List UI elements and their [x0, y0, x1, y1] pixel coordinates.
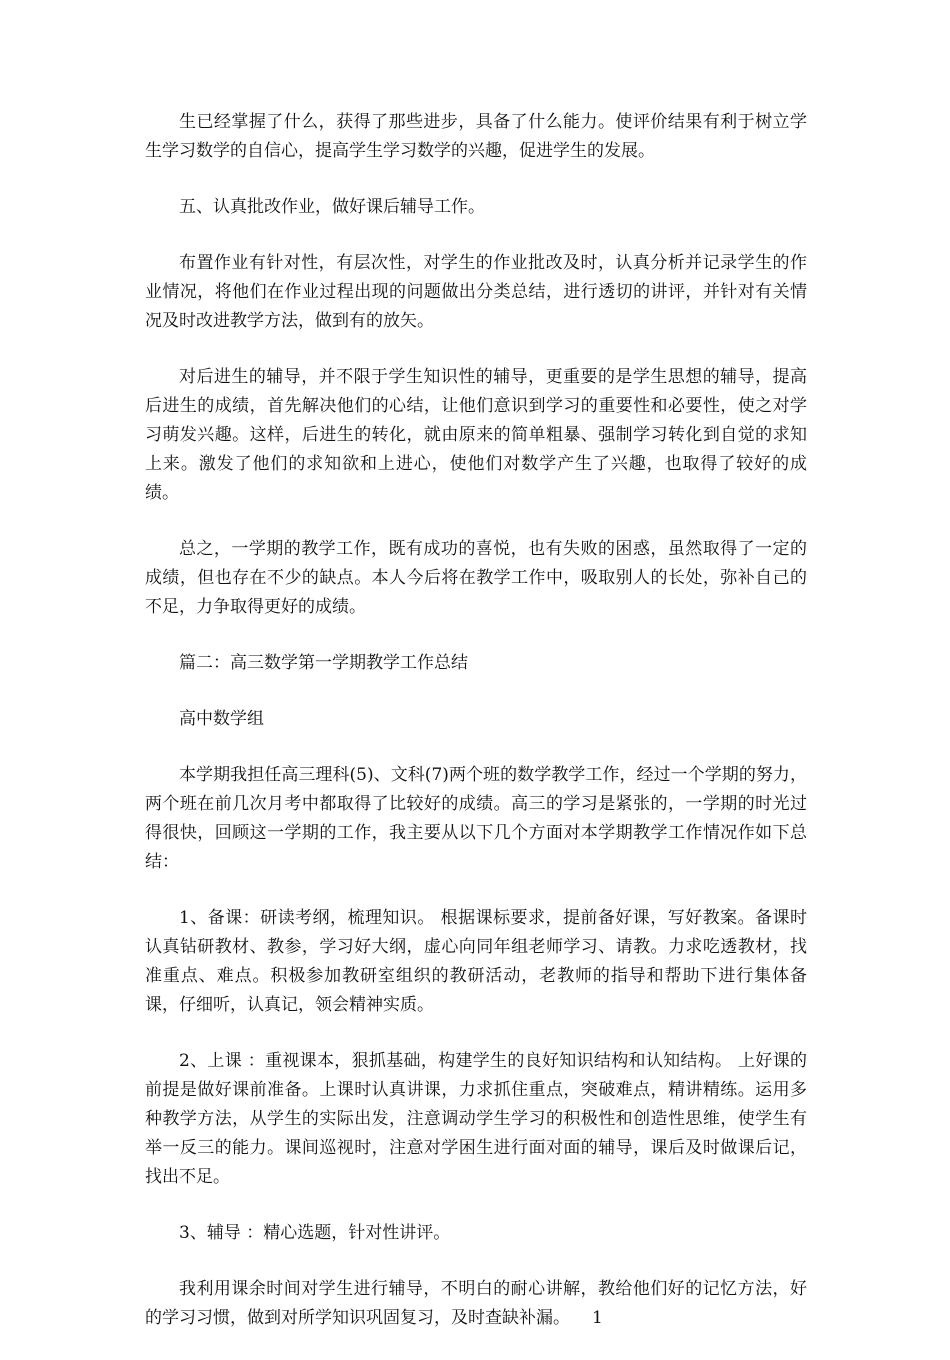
paragraph-lesson-prep: 1、备课：研读考纲，梳理知识。 根据课标要求，提前备好课，写好教案。备课时认真钻研教材、教参，学习好大纲，虚心向同年组老师学习、请教。力求吃透教材，找准重点、难点。积极参加教研室组织的教研活动，老教师的指导和帮助下进行集体备课，仔细听，认真记，领会精神实质。 — [145, 908, 807, 1015]
paragraph-class-teaching: 2、上课 ：重视课本，狠抓基础，构建学生的良好知识结构和认知结构。 上好课的前提是做好课前准备。上课时认真讲课，力求抓住重点，突破难点，精讲精练。运用多种教学方法，从学生的实际出发，注意调动学生学习的积极性和创造性思维，使学生有举一反三的能力。课间巡视时，注意对学困生进行面对面的辅导，课后及时做课后记，找出不足。 — [145, 1051, 807, 1187]
article-two-title: 篇二：高三数学第一学期教学工作总结 — [179, 653, 468, 673]
author-group: 高中数学组 — [179, 709, 264, 729]
section-heading-tutoring: 3、辅导 ：精心选题，针对性讲评。 — [179, 1223, 451, 1243]
paragraph-homework: 布置作业有针对性，有层次性，对学生的作业批改及时，认真分析并记录学生的作业情况，将他们在作业过程出现的问题做出分类总结，进行透切的讲评，并针对有关情况及时改进教学方法，做到有的放矢。 — [145, 253, 807, 331]
paragraph-conclusion: 总之，一学期的教学工作，既有成功的喜悦，也有失败的困惑，虽然取得了一定的成绩，但也存在不少的缺点。本人今后将在教学工作中，吸取别人的长处，弥补自己的不足，力争取得更好的成绩。 — [145, 539, 807, 617]
paragraph-intro: 本学期我担任高三理科(5)、文科(7)两个班的数学教学工作，经过一个学期的努力，两个班在前几次月考中都取得了比较好的成绩。高三的学习是紧张的，一学期的时光过得很快，回顾这一学期的工作，我主要从以下几个方面对本学期教学工作情况作如下总结： — [145, 765, 807, 872]
paragraph-continuation: 生已经掌握了什么，获得了那些进步，具备了什么能力。使评价结果有利于树立学生学习数学的自信心，提高学生学习数学的兴趣，促进学生的发展。 — [145, 112, 807, 161]
paragraph-tutoring — [145, 1275, 807, 1333]
section-heading-homework: 五、认真批改作业，做好课后辅导工作。 — [179, 197, 485, 217]
paragraph-struggling-students: 对后进生的辅导，并不限于学生知识性的辅导，更重要的是学生思想的辅导，提高后进生的成绩，首先解决他们的心结，让他们意识到学习的重要性和必要性，使之对学习萌发兴趣。这样，后进生的转化，就由原来的简单粗暴、强制学习转化到自觉的求知上来。激发了他们的求知欲和上进心，使他们对数学产生了兴趣，也取得了较好的成绩。 — [145, 367, 807, 503]
paragraph-tutoring-text: 我利用课余时间对学生进行辅导，不明白的耐心讲解，教给他们好的记忆方法，好的学习习惯，做到对所学知识巩固复习，及时查缺补漏。 — [145, 1279, 807, 1328]
page-number: 1 — [592, 1308, 603, 1328]
document-body — [145, 108, 807, 1360]
